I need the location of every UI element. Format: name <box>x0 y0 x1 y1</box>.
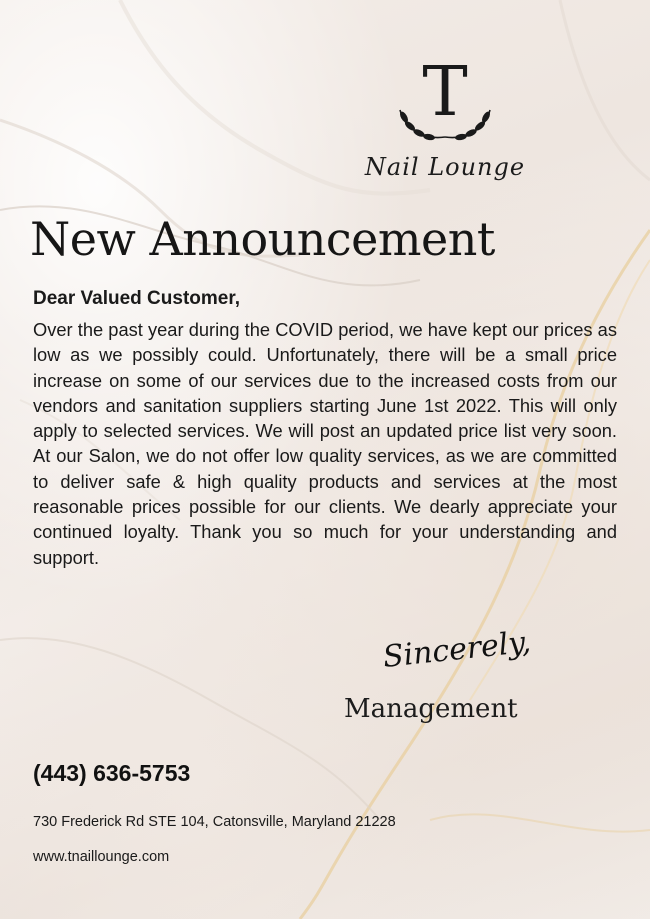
signer: Management <box>344 694 518 724</box>
page-title: New Announcement <box>30 212 495 266</box>
address: 730 Frederick Rd STE 104, Catonsville, Maryland 21228 <box>33 814 396 830</box>
website-link[interactable]: www.tnaillounge.com <box>33 849 170 865</box>
greeting: Dear Valued Customer, <box>33 288 240 309</box>
laurel-monogram-icon <box>360 55 530 155</box>
logo-monogram: T <box>422 55 468 132</box>
announcement-body: Over the past year during the COVID period, we have kept our prices as low as we possibly could. Unfortunately, there will be a small price increase on some of our services due to the increased costs from our vendors and sanitation suppliers starting June 1st 2022. This will only apply to selected services. We will post an updated price list very soon. At our Salon, we do not offer low quality services, as we are committed to deliver safe & high quality products and services at the most reasonable prices possible for our clients. We dearly appreciate your continued loyalty. Thank you so much for your understanding and support. <box>33 319 617 568</box>
brand-logo <box>360 55 530 195</box>
logo-name: Nail Lounge <box>364 153 526 181</box>
signoff: Sincerely, <box>381 624 533 675</box>
phone-number[interactable]: (443) 636-5753 <box>33 760 191 786</box>
